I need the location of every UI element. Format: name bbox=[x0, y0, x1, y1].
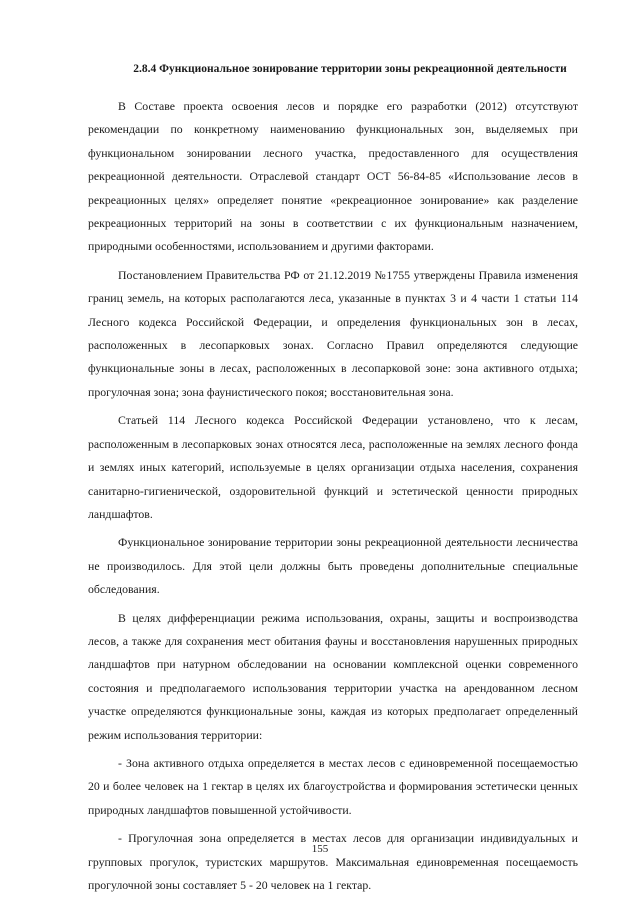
paragraph: Статьей 114 Лесного кодекса Российской Федерации установлено, что к лесам, расположенным в лесопарковых зонах относятся леса, расположенные на землях лесного фонда и землях иных категорий, используемые в целях организации отдыха населения, сохранения санитарно-гигиенической, оздоровительной функций и эстетической ценности природных ландшафтов. bbox=[88, 413, 578, 521]
paragraph: Функциональное зонирование территории зоны рекреационной деятельности лесничества не производилось. Для этой цели должны быть проведены дополнительные специальные обследования. bbox=[88, 535, 578, 597]
paragraph: В целях дифференциации режима использования, охраны, защиты и воспроизводства лесов, а также для сохранения мест обитания фауны и восстановления нарушенных природных ландшафтов при натурном обследовании на основании комплексной оценки современного состояния и предполагаемого использования территории участка на арендованном лесном участке определяются функциональные зоны, каждая из которых предполагает определенный режим использования территории: bbox=[88, 610, 578, 742]
section-heading: 2.8.4 Функциональное зонирование территории зоны рекреационной деятельности bbox=[133, 63, 567, 75]
paragraph: В Составе проекта освоения лесов и порядке его разработки (2012) отсутствуют рекомендации по конкретному наименованию функциональных зон, выделяемых при функциональном зонировании лесного участка, предоставленного для осуществления рекреационной деятельности. Отраслевой стандарт ОСТ 56-84-85 «Использование лесов в рекреационных целях» определяет понятие «рекреационное зонирование» как разделение рекреационных территорий на зоны в соответствии с их функциональным назначением, природными особенностями, использованием и другими факторами. bbox=[88, 99, 578, 254]
paragraph: - Прогулочная зона определяется в местах лесов для организации индивидуальных и групповых прогулок, туристских маршрутов. Максимальная единовременная посещаемость прогулочной зоны составляет 5 - 20 человек на 1 гектар. bbox=[88, 831, 578, 892]
paragraph: Постановлением Правительства РФ от 21.12.2019 №1755 утверждены Правила изменения границ земель, на которых располагаются леса, указанные в пунктах 3 и 4 части 1 статьи 114 Лесного кодекса Российской Федерации, и определения функциональных зон в лесах, расположенных в лесопарковых зонах. Согласно Правил определяются следующие функциональные зоны в лесах, расположенных в лесопарковой зоне: зона активного отдыха; прогулочная зона; зона фаунистического покоя; восстановительная зона. bbox=[88, 267, 578, 399]
paragraph: - Зона активного отдыха определяется в местах лесов с единовременной посещаемостью 20 и более человек на 1 гектар в целях их благоустройства и формирования эстетически ценных природных ландшафтов повышенной устойчивости. bbox=[88, 755, 578, 817]
body-text bbox=[88, 95, 578, 902]
page-number: 155 bbox=[311, 843, 329, 855]
